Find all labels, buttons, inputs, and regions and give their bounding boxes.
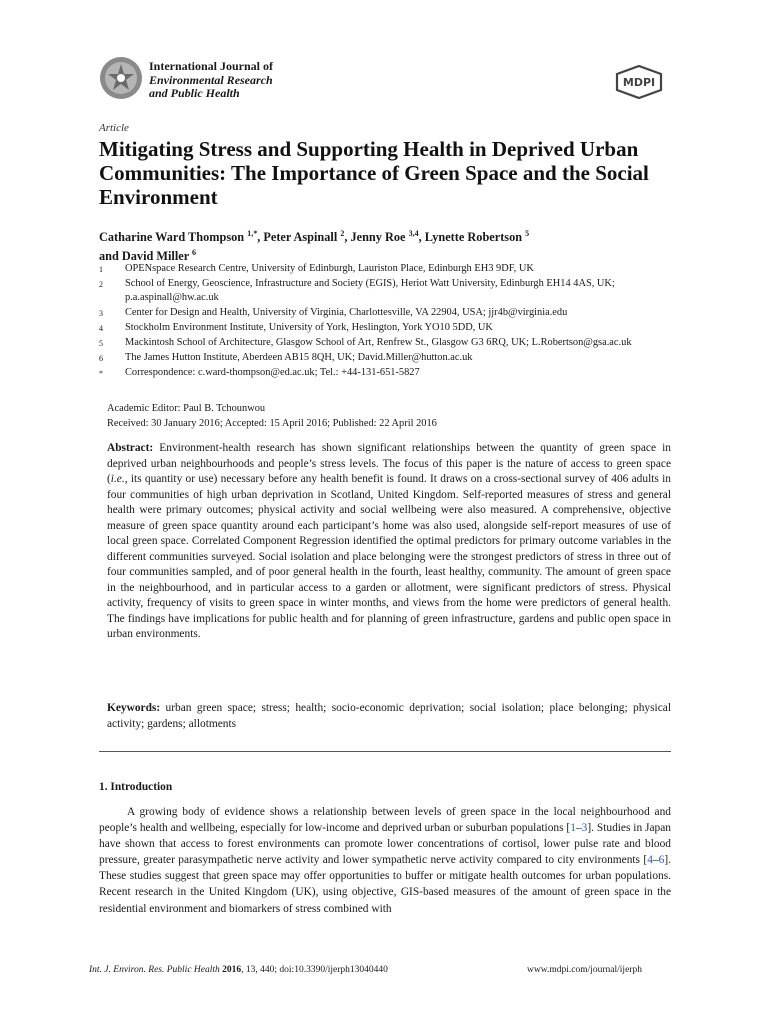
affiliation-number: 5 [99, 339, 103, 349]
affiliation-item [99, 351, 679, 366]
citation-link[interactable]: 4 [647, 854, 653, 867]
author-list [99, 226, 679, 264]
citation-link[interactable]: 6 [658, 854, 665, 867]
article-type: Article [99, 122, 129, 134]
correspondence-item [99, 366, 679, 381]
affiliation-text: Stockholm Environment Institute, University of York, Heslington, York YO10 5DD, UK [125, 321, 493, 333]
affiliation-number: * [99, 369, 103, 379]
abstract-text: , its quantity or use) necessary before any health benefit is found. It draws on a cross-sectional survey of 406 adults in four communities of high urban deprivation in Scotland, United Kingdom. Self-reported measures of stress and general health were primary outcomes; physical activity and social wellbeing were also measured. A comprehensive, objective measure of green space quantity around each participant’s home was also used, alongside self-report measures of use of local green space. Correlated Component Regression identified the optimal predictors for primary outcome variables in the different communities surveyed. Social isolation and place belonging were the strongest predictors of stress in three out of four communities sampled, and of poor general health in the fourth, least healthy, community. The amount of green space in the neighbourhood, and in particular access to a garden or allotment, were significant predictors of stress. Physical activity, frequency of visits to green space in winter months, and views from the home were predictors of general health. The findings have implications for public health and for planning of green infrastructure, gardens and public open space in urban environments. [107, 473, 671, 640]
paragraph-text: ]. Studies in Japan have shown that access to forest environments can promote lower concentrations of cortisol, lower pulse rate and blood pressure, greater parasympathetic nerve activity and lower sympathetic nerve activity compared to city environments [ [99, 822, 671, 867]
journal-line-2: Environmental Research [149, 72, 273, 87]
footer-doi: , 13, 440; doi:10.3390/ijerph13040440 [241, 965, 388, 975]
introduction-paragraph [99, 804, 671, 917]
keywords-text: urban green space; stress; health; socio-economic deprivation; social isolation; place belonging; physical activity; gardens; allotments [107, 702, 671, 730]
affiliation-list [99, 262, 679, 382]
journal-logo-icon [99, 56, 143, 100]
mdpi-logo-text: MDPI [622, 76, 656, 89]
author-name: David Miller [121, 249, 189, 264]
author-affil-sup: 3,4 [408, 229, 419, 238]
affiliation-item [99, 306, 679, 321]
author-and: and [99, 249, 122, 264]
author-sep: , [418, 230, 425, 245]
abstract [107, 441, 671, 643]
affiliation-number: 1 [99, 265, 103, 274]
journal-line-3: and Public Health [149, 86, 240, 100]
author-affil-sup: 2 [340, 229, 345, 238]
journal-line-1: International Journal of [149, 59, 274, 73]
citation-dash: – [575, 822, 582, 835]
keywords-label: Keywords: [107, 702, 161, 714]
author-name: Catharine Ward Thompson [99, 230, 245, 245]
mdpi-logo [614, 65, 664, 99]
author-name: Peter Aspinall [263, 230, 338, 245]
section-heading: 1. Introduction [99, 781, 173, 793]
abstract-text: Environment-health research has shown significant relationships between the quantity of green space in deprived urban neighbourhoods and people’s stress levels. The focus of this paper is the nature of access to green space ( [107, 442, 671, 485]
affiliation-text: Center for Design and Health, University of Virginia, Charlottesville, VA 22904, USA; jjr4b@virginia.edu [125, 306, 568, 318]
affiliation-text: The James Hutton Institute, Aberdeen AB15 8QH, UK; David.Miller@hutton.ac.uk [125, 352, 473, 364]
citation-dash: – [652, 854, 659, 867]
footer-citation [89, 965, 388, 975]
correspondence-text: Correspondence: c.ward-thompson@ed.ac.uk; Tel.: +44-131-651-5827 [125, 367, 420, 379]
academic-editor: Academic Editor: Paul B. Tchounwou [107, 403, 266, 414]
footer-url[interactable]: www.mdpi.com/journal/ijerph [527, 965, 642, 975]
paragraph-text: ]. These studies suggest that green space may offer opportunities to buffer or mitigate health outcomes for urban populations. Recent research in the United Kingdom (UK), using objective, GIS-based measures of the amount of green space in the residential environment and biomarkers of stress combined with [99, 854, 671, 915]
author-affil-sup: 5 [525, 229, 530, 238]
affiliation-number: 2 [99, 280, 103, 290]
affiliation-text: Mackintosh School of Architecture, Glasgow School of Art, Renfrew St., Glasgow G3 6RQ, UK; L.Robertson@gsa.ac.uk [125, 337, 632, 349]
author-affil-sup: 6 [192, 248, 197, 258]
author-sep: , [344, 230, 351, 245]
keywords [107, 701, 671, 732]
paragraph-text: A growing body of evidence shows a relationship between levels of green space in the local neighbourhood and people’s health and wellbeing, especially for low-income and deprived urban or suburban populations [ [99, 806, 671, 835]
author-name: Jenny Roe [350, 230, 406, 245]
author-name: Lynette Robertson [424, 230, 523, 245]
publication-dates: Received: 30 January 2016; Accepted: 15 April 2016; Published: 22 April 2016 [107, 417, 437, 429]
affiliation-item [99, 262, 679, 277]
affiliation-text: OPENspace Research Centre, University of Edinburgh, Lauriston Place, Edinburgh EH3 9DF, UK [125, 263, 534, 274]
affiliation-item [99, 277, 679, 305]
paper-title: Mitigating Stress and Supporting Health in Deprived Urban Communities: The Importance of Green Space and the Social Environment [99, 137, 649, 209]
footer-year: 2016 [222, 965, 242, 975]
editorial-info [107, 402, 677, 431]
footer-journal: Int. J. Environ. Res. Public Health [89, 965, 220, 975]
affiliation-text: School of Energy, Geoscience, Infrastructure and Society (EGIS), Heriot Watt University, Edinburgh EH14 4AS, UK; p.a.aspinall@hw.ac.uk [125, 278, 615, 304]
journal-name [149, 60, 273, 101]
abstract-ie: i.e. [110, 473, 125, 485]
affiliation-number: 6 [99, 354, 103, 364]
affiliation-number: 4 [99, 323, 103, 333]
author-sep: , [257, 230, 264, 245]
affiliation-item [99, 321, 679, 336]
section-divider [99, 751, 671, 752]
affiliation-number: 3 [99, 308, 103, 318]
abstract-label: Abstract: [107, 442, 154, 454]
affiliation-item [99, 336, 679, 351]
citation-link[interactable]: 3 [581, 822, 588, 835]
citation-link[interactable]: 1 [570, 822, 576, 835]
author-affil-sup: 1,* [247, 229, 258, 238]
